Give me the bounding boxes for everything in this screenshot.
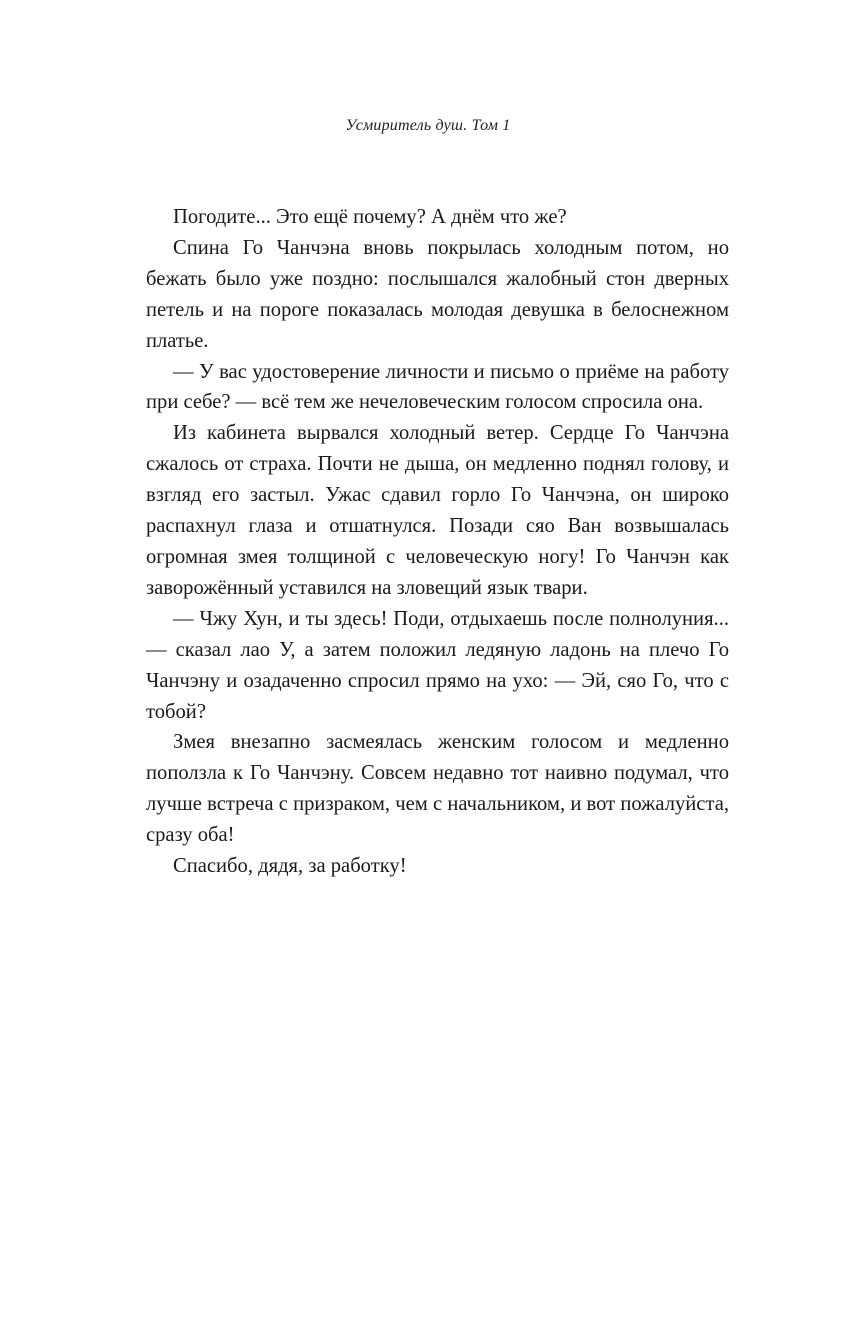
paragraph: Спина Го Чанчэна вновь покрылась холодным потом, но бежать было уже поздно: послышался жалобный стон дверных петель и на пороге показалась молодая девушка в белоснежном платье. (146, 236, 729, 352)
paragraph: Погодите... Это ещё почему? А днём что же? (173, 206, 567, 228)
body-text (146, 202, 729, 882)
paragraph: — Чжу Хун, и ты здесь! Поди, отдыхаешь после полнолуния... — сказал лао У, а затем положил ледяную ладонь на плечо Го Чанчэну и озадаченно спросил прямо на ухо: — Эй, сяо Го, что с тобой? (146, 607, 729, 723)
paragraph: Спасибо, дядя, за работку! (173, 855, 407, 878)
paragraph: — У вас удостоверение личности и письмо о приёме на работу при себе? — всё тем же нечеловеческим голосом спросила она. (146, 360, 729, 414)
paragraph: Змея внезапно засмеялась женским голосом и медленно поползла к Го Чанчэну. Совсем недавно тот наивно подумал, что лучше встреча с призраком, чем с начальником, и вот пожалуйста, сразу оба! (146, 731, 729, 847)
running-head: Усмиритель душ. Том 1 (345, 117, 511, 134)
paragraph: Из кабинета вырвался холодный ветер. Сердце Го Чанчэна сжалось от страха. Почти не дыша, он медленно поднял голову, и взгляд его застыл. Ужас сдавил горло Го Чанчэна, он широко распахнул глаза и отшатнулся. Позади сяо Ван возвышалась огромная змея толщиной с человеческую ногу! Го Чанчэн как заворожённый уставился на зловещий язык твари. (146, 422, 729, 599)
